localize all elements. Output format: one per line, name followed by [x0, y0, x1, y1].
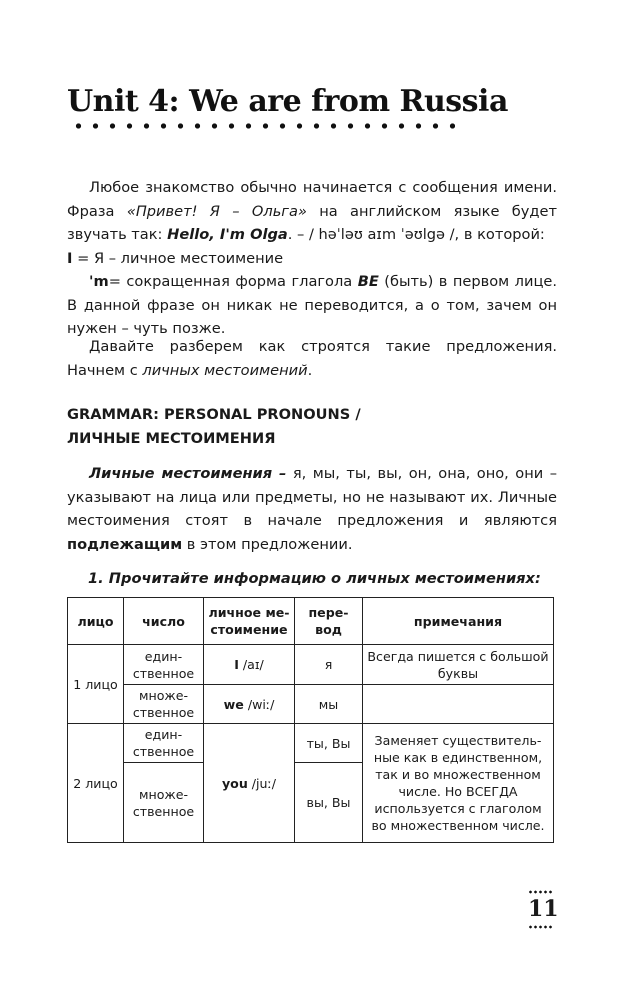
- pronoun-transcription: /aɪ/: [238, 657, 264, 672]
- header-number: число: [124, 598, 204, 645]
- definition-bold: подлежащим: [67, 535, 183, 553]
- cell-note-empty: [363, 685, 554, 724]
- cell-person: 2 лицо: [68, 724, 124, 843]
- cell-note: Всегда пишется с большой буквы: [363, 645, 554, 685]
- pronoun-transcription: /juː/: [247, 775, 277, 791]
- verb-be: BE: [357, 273, 379, 290]
- task-instruction: 1. Прочитайте информацию о личных местоимениях:: [88, 570, 541, 587]
- pronoun-word: I: [234, 657, 239, 672]
- pronouns-table: [67, 597, 554, 843]
- definition-text: я, мы, ты, вы, он, она, оно, они –указывают на лица или предметы, но не называют их. Личные местоимения стоят в начале предложения и являются: [67, 465, 558, 529]
- cell-number: единственное: [124, 645, 204, 685]
- transition-text: Давайте разберем как строятся такие предложения. Начнем с: [67, 338, 557, 379]
- page-number: 11: [528, 896, 559, 922]
- cell-translation: ты, Вы: [295, 724, 363, 763]
- header-translation: перевод: [295, 598, 363, 645]
- table-header-row: [68, 598, 554, 645]
- transcription-text: . – / həˈləʊ aɪm ˈəʊlgə /, в которой:: [287, 226, 545, 243]
- cell-translation: я: [295, 645, 363, 685]
- contraction-text: = сокращенная форма глагола: [108, 273, 358, 290]
- contraction-m-label: 'm: [89, 273, 109, 290]
- pronoun-word: we: [223, 696, 244, 712]
- phrase-russian: «Привет! Я – Ольга»: [126, 202, 307, 220]
- cell-translation: вы, Вы: [295, 763, 363, 843]
- cell-number: единственное: [124, 724, 204, 763]
- cell-pronoun: [204, 724, 295, 843]
- cell-number: множественное: [124, 685, 204, 724]
- pronoun-transcription: /wiː/: [243, 696, 275, 712]
- intro-text-2: на английском языке будет звучать так:: [67, 202, 557, 243]
- pronoun-i-label: I: [67, 249, 73, 267]
- grammar-heading-line1: GRAMMAR: PERSONAL PRONOUNS /: [67, 406, 361, 423]
- cell-number: множественное: [124, 763, 204, 843]
- cell-person: 1 лицо: [68, 645, 124, 724]
- phrase-english: Hello, I'm Olga: [167, 226, 288, 243]
- grammar-heading: [67, 403, 547, 450]
- intro-text: Любое знакомство обычно начинается с сообщения имени. Фраза: [67, 179, 557, 220]
- unit-title: Unit 4: We are from Russia: [67, 84, 508, 119]
- table-row: [68, 724, 554, 763]
- pronoun-i-text: = Я – личное местоимение: [72, 249, 284, 267]
- definition-text-2: в этом предложении.: [182, 535, 353, 553]
- definition-term: Личные местоимения –: [89, 465, 287, 482]
- cell-translation: мы: [295, 685, 363, 724]
- cell-note: Заменяет существительные как в единственном, так и во множественном числе. Но ВСЕГДА используется с глаголом во множественном числе.: [363, 724, 554, 843]
- header-notes: примечания: [363, 598, 554, 645]
- transition-end: .: [307, 361, 313, 379]
- pronoun-word: you: [221, 775, 248, 791]
- table-row: [68, 685, 554, 724]
- page-number-dots-top: [528, 890, 554, 894]
- page-number-dots-bottom: [528, 925, 554, 929]
- header-person: лицо: [68, 598, 124, 645]
- transition-paragraph: [67, 335, 557, 382]
- title-dotted-underline: [70, 122, 455, 130]
- table-row: [68, 645, 554, 685]
- intro-paragraph: [67, 176, 557, 341]
- contraction-text-2: (быть) в первом лице. В данной фразе он никак не переводится, а о том, зачем он нужен – чуть позже.: [67, 273, 558, 337]
- header-pronoun: личное местоимение: [204, 598, 295, 645]
- cell-pronoun: [204, 645, 295, 685]
- transition-emphasis: личных местоимений: [142, 361, 308, 379]
- cell-pronoun: [204, 685, 295, 724]
- grammar-heading-line2: ЛИЧНЫЕ МЕСТОИМЕНИЯ: [67, 429, 276, 447]
- definition-paragraph: [67, 462, 557, 556]
